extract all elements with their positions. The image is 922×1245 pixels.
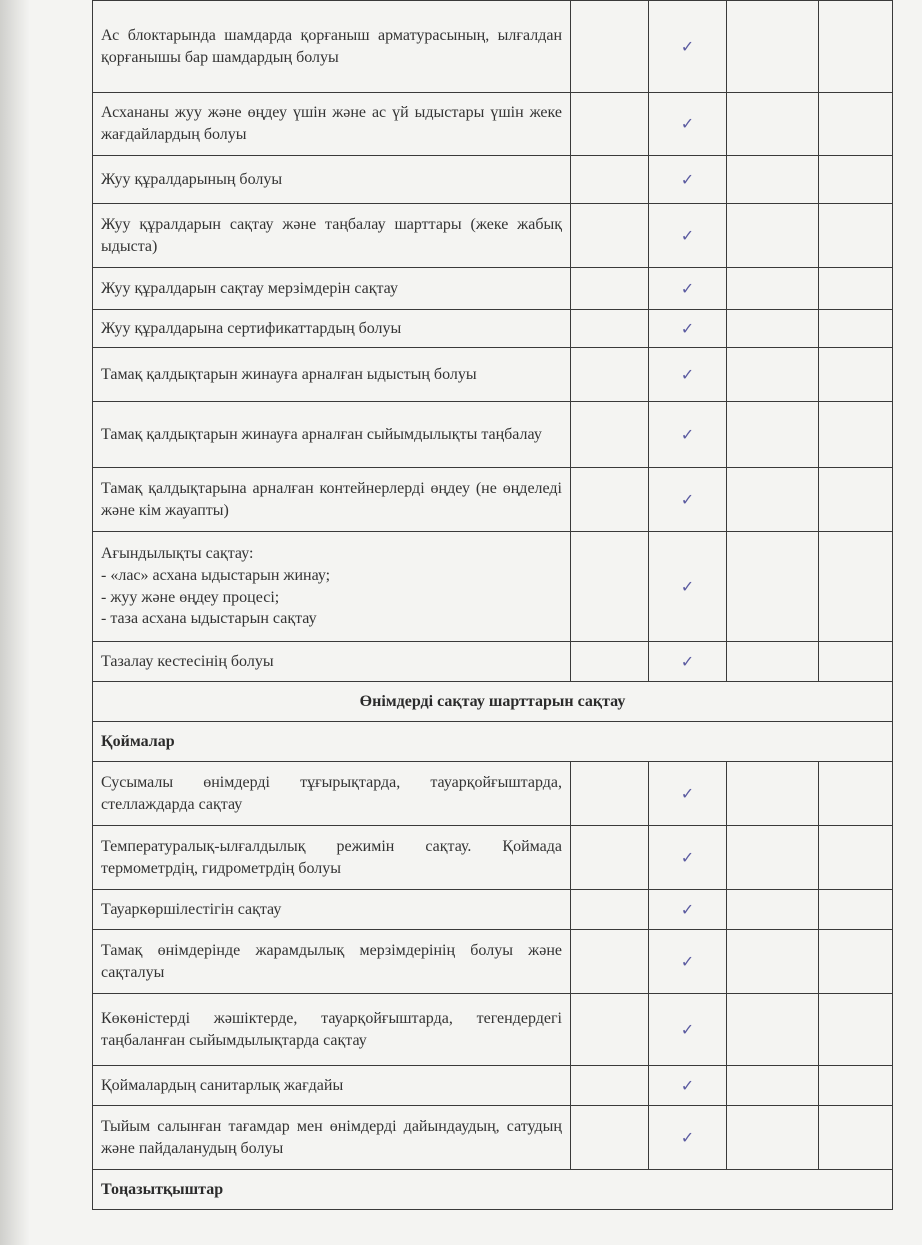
check-mark-icon: ✓ <box>680 318 695 338</box>
table-row <box>93 890 893 930</box>
check-mark-cell <box>649 762 727 826</box>
check-mark-cell <box>649 402 727 468</box>
requirement-text: Тамақ қалдықтарын жинауға арналған сыйымдылықты таңбалау <box>101 425 542 443</box>
requirement-text: Тамақ қалдықтарына арналған контейнерлерді өңдеу (не өңделеді және кім жауапты) <box>101 479 562 519</box>
empty-cell <box>571 1106 649 1170</box>
check-mark-cell <box>649 93 727 156</box>
empty-cell <box>727 348 819 402</box>
table-row <box>93 532 893 642</box>
requirement-text: Тамақ қалдықтарын жинауға арналған ыдыстың болуы <box>101 365 477 383</box>
check-mark-icon: ✓ <box>680 169 695 189</box>
table-row <box>93 268 893 310</box>
empty-cell <box>819 994 893 1066</box>
empty-cell <box>727 994 819 1066</box>
check-mark-icon: ✓ <box>680 1075 695 1095</box>
check-mark-icon: ✓ <box>680 1127 695 1147</box>
empty-cell <box>571 762 649 826</box>
check-mark-cell <box>649 1 727 93</box>
check-mark-cell <box>649 468 727 532</box>
empty-cell <box>571 930 649 994</box>
requirement-text: Жуу құралдарының болуы <box>101 170 283 188</box>
empty-cell <box>727 1106 819 1170</box>
check-mark-icon: ✓ <box>680 783 695 803</box>
requirement-text: Асхананы жуу және өңдеу үшін және ас үй ыдыстары үшін жеке жағдайлардың болуы <box>101 104 562 143</box>
empty-cell <box>571 994 649 1066</box>
requirement-cell <box>93 826 571 890</box>
empty-cell <box>819 1 893 93</box>
check-mark-cell <box>649 642 727 682</box>
empty-cell <box>571 402 649 468</box>
empty-cell <box>819 402 893 468</box>
empty-cell <box>727 532 819 642</box>
check-mark-icon: ✓ <box>680 278 695 298</box>
check-mark-cell <box>649 156 727 204</box>
empty-cell <box>819 532 893 642</box>
check-mark-cell <box>649 826 727 890</box>
subsection-title-storage: Қоймалар <box>93 722 893 762</box>
requirement-cell <box>93 204 571 268</box>
empty-cell <box>819 890 893 930</box>
check-mark-cell <box>649 348 727 402</box>
table-row <box>93 930 893 994</box>
empty-cell <box>571 93 649 156</box>
requirement-text: Тауаркөршілестігін сақтау <box>101 900 282 918</box>
empty-cell <box>571 268 649 310</box>
check-mark-cell <box>649 310 727 348</box>
empty-cell <box>571 1066 649 1106</box>
check-mark-cell <box>649 890 727 930</box>
requirement-cell <box>93 532 571 642</box>
requirement-text: Тыйым салынған тағамдар мен өнімдерді дайындаудың, сатудың және пайдаланудың болуы <box>101 1117 562 1157</box>
empty-cell <box>727 402 819 468</box>
table-row <box>93 642 893 682</box>
requirement-cell <box>93 1066 571 1106</box>
table-row <box>93 1106 893 1170</box>
empty-cell <box>571 156 649 204</box>
table-row <box>93 204 893 268</box>
check-mark-cell <box>649 994 727 1066</box>
requirement-cell <box>93 348 571 402</box>
requirement-text: Тазалау кестесінің болуы <box>101 652 274 670</box>
requirement-cell <box>93 156 571 204</box>
empty-cell <box>727 1 819 93</box>
empty-cell <box>819 268 893 310</box>
table-row <box>93 93 893 156</box>
subsection-row <box>93 722 893 762</box>
table-row <box>93 348 893 402</box>
table-row <box>93 826 893 890</box>
table-row <box>93 310 893 348</box>
empty-cell <box>819 1066 893 1106</box>
requirement-cell <box>93 994 571 1066</box>
requirement-text: Жуу құралдарын сақтау мерзімдерін сақтау <box>101 279 398 297</box>
check-mark-cell <box>649 930 727 994</box>
subsection-row <box>93 1170 893 1210</box>
subsection-title-fridges: Тоңазытқыштар <box>93 1170 893 1210</box>
page-shadow-edge <box>0 0 30 1245</box>
empty-cell <box>727 890 819 930</box>
table-row <box>93 1 893 93</box>
table-row <box>93 1066 893 1106</box>
check-mark-icon: ✓ <box>680 225 695 245</box>
empty-cell <box>571 642 649 682</box>
empty-cell <box>727 468 819 532</box>
empty-cell <box>727 268 819 310</box>
empty-cell <box>819 93 893 156</box>
check-mark-icon: ✓ <box>680 424 695 444</box>
empty-cell <box>819 310 893 348</box>
empty-cell <box>571 204 649 268</box>
empty-cell <box>819 204 893 268</box>
empty-cell <box>819 642 893 682</box>
requirement-cell <box>93 1 571 93</box>
empty-cell <box>727 93 819 156</box>
checklist-table <box>92 0 893 1210</box>
empty-cell <box>727 762 819 826</box>
requirement-text: Қоймалардың санитарлық жағдайы <box>101 1076 344 1094</box>
empty-cell <box>571 348 649 402</box>
requirement-text: Жуу құралдарын сақтау және таңбалау шарттары (жеке жабық ыдыста) <box>101 215 562 255</box>
check-mark-cell <box>649 268 727 310</box>
section-title: Өнімдерді сақтау шарттарын сақтау <box>93 682 893 722</box>
check-mark-icon: ✓ <box>680 951 695 971</box>
empty-cell <box>819 156 893 204</box>
check-mark-icon: ✓ <box>680 1019 695 1039</box>
empty-cell <box>727 156 819 204</box>
empty-cell <box>571 826 649 890</box>
empty-cell <box>727 204 819 268</box>
requirement-text: Ас блоктарында шамдарда қорғаныш арматурасының, ылғалдан қорғанышы бар шамдардың болуы <box>101 26 562 66</box>
empty-cell <box>819 1106 893 1170</box>
requirement-cell <box>93 310 571 348</box>
requirement-text: Тамақ өнімдерінде жарамдылық мерзімдерінің болуы және сақталуы <box>101 941 562 981</box>
empty-cell <box>727 642 819 682</box>
empty-cell <box>819 930 893 994</box>
requirement-cell <box>93 93 571 156</box>
requirement-cell <box>93 468 571 532</box>
empty-cell <box>819 468 893 532</box>
empty-cell <box>571 468 649 532</box>
requirement-cell <box>93 402 571 468</box>
empty-cell <box>727 930 819 994</box>
check-mark-cell <box>649 1066 727 1106</box>
check-mark-icon: ✓ <box>680 364 695 384</box>
check-mark-icon: ✓ <box>680 651 695 671</box>
check-mark-icon: ✓ <box>680 576 695 596</box>
check-mark-icon: ✓ <box>680 899 695 919</box>
empty-cell <box>571 1 649 93</box>
check-mark-icon: ✓ <box>680 36 695 56</box>
requirement-text: Сусымалы өнімдерді тұғырықтарда, тауарқойғыштарда, стеллаждарда сақтау <box>101 773 562 813</box>
check-mark-icon: ✓ <box>680 847 695 867</box>
empty-cell <box>571 890 649 930</box>
check-mark-cell <box>649 1106 727 1170</box>
requirement-cell <box>93 1106 571 1170</box>
requirement-text: Жуу құралдарына сертификаттардың болуы <box>101 319 402 337</box>
table-row <box>93 402 893 468</box>
requirement-text: Ағындылықты сақтау: - «лас» асхана ыдыстарын жинау; - жуу және өңдеу процесі; - таза асхана ыдыстарын сақтау <box>101 545 331 628</box>
requirement-cell <box>93 268 571 310</box>
requirement-cell <box>93 930 571 994</box>
table-row <box>93 994 893 1066</box>
requirement-text: Температуралық-ылғалдылық режимін сақтау. Қоймада термометрдің, гидрометрдің болуы <box>101 837 562 877</box>
empty-cell <box>571 310 649 348</box>
check-mark-icon: ✓ <box>680 489 695 509</box>
check-mark-icon: ✓ <box>680 114 695 134</box>
check-mark-cell <box>649 204 727 268</box>
requirement-cell <box>93 642 571 682</box>
section-row <box>93 682 893 722</box>
requirement-cell <box>93 890 571 930</box>
checklist-sheet <box>92 0 892 1210</box>
empty-cell <box>727 1066 819 1106</box>
empty-cell <box>819 826 893 890</box>
empty-cell <box>727 310 819 348</box>
requirement-cell <box>93 762 571 826</box>
requirement-text: Көкөністерді жәшіктерде, тауарқойғыштарда, тегендердегі таңбаланған сыйымдылықтарда сақтау <box>101 1009 562 1049</box>
empty-cell <box>727 826 819 890</box>
empty-cell <box>571 532 649 642</box>
table-row <box>93 468 893 532</box>
table-row <box>93 156 893 204</box>
check-mark-cell <box>649 532 727 642</box>
empty-cell <box>819 348 893 402</box>
table-row <box>93 762 893 826</box>
empty-cell <box>819 762 893 826</box>
